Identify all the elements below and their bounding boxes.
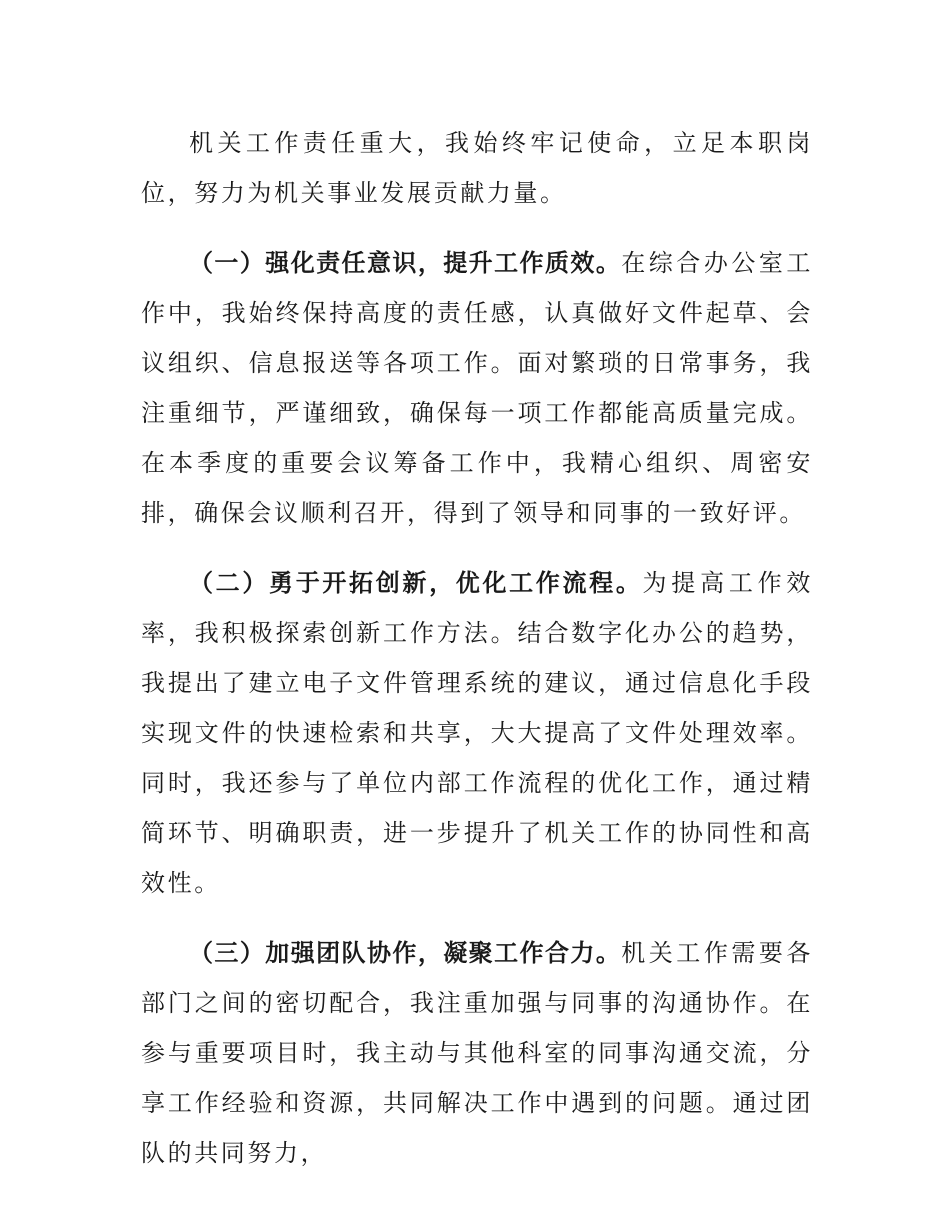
- section-3-paragraph: [141, 928, 813, 1178]
- section-2-paragraph: [141, 558, 813, 908]
- section-1-body: 在综合办公室工作中，我始终保持高度的责任感，认真做好文件起草、会议组织、信息报送等各项工作。面对繁琐的日常事务，我注重细节，严谨细致，确保每一项工作都能高质量完成。在本季度的重要会议筹备工作中，我精心组织、周密安排，确保会议顺利召开，得到了领导和同事的一致好评。: [141, 249, 814, 527]
- section-2-body: 为提高工作效率，我积极探索创新工作方法。结合数字化办公的趋势，我提出了建立电子文件管理系统的建议，通过信息化手段实现文件的快速检索和共享，大大提高了文件处理效率。同时，我还参与了单位内部工作流程的优化工作，通过精简环节、明确职责，进一步提升了机关工作的协同性和高效性。: [141, 569, 813, 897]
- intro-paragraph: [141, 118, 813, 218]
- section-1-paragraph: [141, 238, 813, 538]
- section-3-heading: （三）加强团队协作，凝聚工作合力。: [189, 939, 622, 967]
- section-1-heading: （一）强化责任意识，提升工作质效。: [189, 249, 622, 277]
- document-body: [141, 118, 813, 1198]
- intro-text: 机关工作责任重大，我始终牢记使命，立足本职岗位，努力为机关事业发展贡献力量。: [141, 129, 813, 207]
- section-3-body: 机关工作需要各部门之间的密切配合，我注重加强与同事的沟通协作。在参与重要项目时，我主动与其他科室的同事沟通交流，分享工作经验和资源，共同解决工作中遇到的问题。通过团队的共同努力，: [141, 939, 814, 1167]
- section-2-heading: （二）勇于开拓创新，优化工作流程。: [189, 569, 643, 597]
